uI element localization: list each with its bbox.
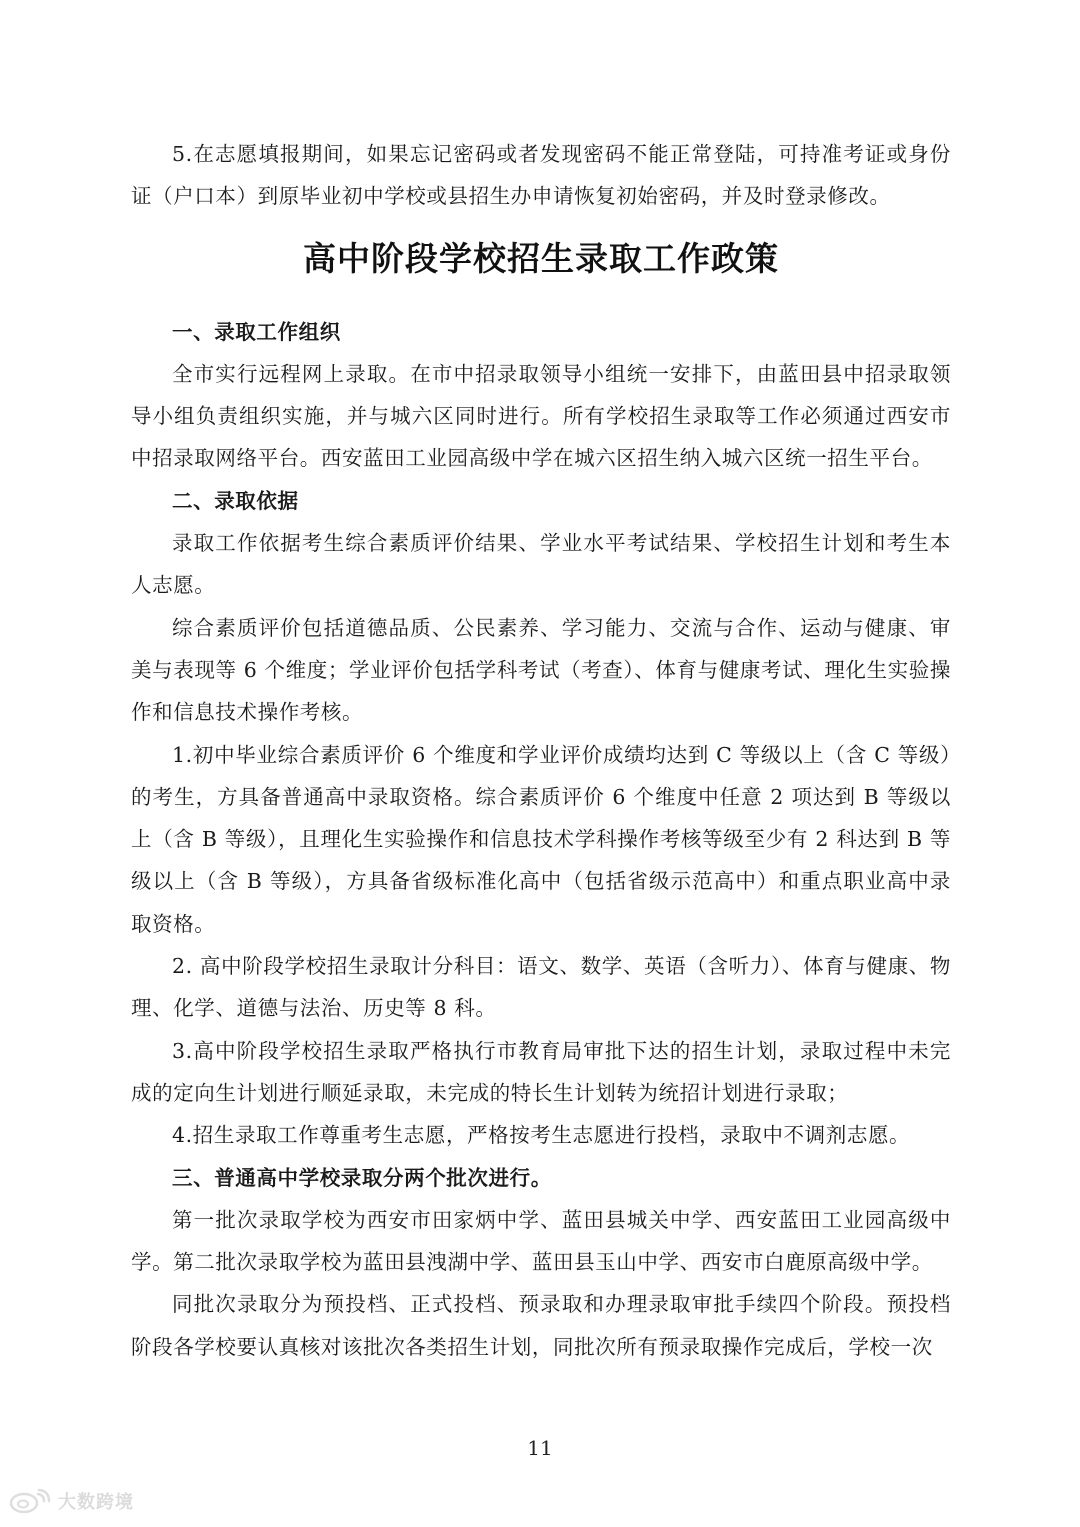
section-3-paragraph-1: 第一批次录取学校为西安市田家炳中学、蓝田县城关中学、西安蓝田工业园高级中学。第二批次录取学校为蓝田县洩湖中学、蓝田县玉山中学、西安市白鹿原高级中学。 <box>131 1207 951 1275</box>
watermark <box>8 1488 134 1514</box>
section-2-paragraph-6: 4.招生录取工作尊重考生志愿，严格按考生志愿进行投档，录取中不调剂志愿。 <box>172 1123 911 1148</box>
section-2-paragraph-5: 3.高中阶段学校招生录取严格执行市教育局审批下达的招生计划，录取过程中未完成的定向生计划进行顺延录取，未完成的特长生计划转为统招计划进行录取； <box>131 1038 951 1105</box>
section-heading-3: 三、普通高中学校录取分两个批次进行。 <box>172 1165 552 1190</box>
section-3-paragraph-2: 同批次录取分为预投档、正式投档、预录取和办理录取审批手续四个阶段。预投档阶段各学校要认真核对该批次各类招生计划，同批次所有预录取操作完成后，学校一次 <box>131 1292 951 1359</box>
section-2-paragraph-4: 2. 高中阶段学校招生录取计分科目：语文、数学、英语（含听力）、体育与健康、物理、化学、道德与法治、历史等 8 科。 <box>131 954 951 1021</box>
document-body <box>131 133 951 1368</box>
page-number: 11 <box>527 1436 553 1460</box>
watermark-text: 大数跨境 <box>58 1492 134 1513</box>
section-2-paragraph-1: 录取工作依据考生综合素质评价结果、学业水平考试结果、学校招生计划和考生本人志愿。 <box>131 531 951 598</box>
section-1-paragraph-1: 全市实行远程网上录取。在市中招录取领导小组统一安排下，由蓝田县中招录取领导小组负责组织实施，并与城六区同时进行。所有学校招生录取等工作必须通过西安市中招录取网络平台。西安蓝田工业园高级中学在城六区招生纳入城六区统一招生平台。 <box>131 361 951 471</box>
section-heading-2: 二、录取依据 <box>172 488 299 513</box>
page-title: 高中阶段学校招生录取工作政策 <box>303 238 779 278</box>
section-2-paragraph-2: 综合素质评价包括道德品质、公民素养、学习能力、交流与合作、运动与健康、审美与表现等 6 个维度；学业评价包括学科考试（考查）、体育与健康考试、理化生实验操作和信息技术操作考核。 <box>131 615 951 725</box>
section-2-paragraph-3: 1.初中毕业综合素质评价 6 个维度和学业评价成绩均达到 C 等级以上（含 C 等级）的考生，方具备普通高中录取资格。综合素质评价 6 个维度中任意 2 项达到 B 等级以上（含 B 等级），且理化生实验操作和信息技术学科操作考核等级至少有 2 科达到 B 等级以上（含 B 等级），方具备省级标准化高中（包括省级示范高中）和重点职业高中录取资格。 <box>131 742 951 936</box>
section-heading-1: 一、录取工作组织 <box>172 319 341 344</box>
intro-paragraph: 5.在志愿填报期间，如果忘记密码或者发现密码不能正常登陆，可持准考证或身份证（户口本）到原毕业初中学校或县招生办申请恢复初始密码，并及时登录修改。 <box>131 142 951 209</box>
weibo-logo-icon <box>8 1488 52 1514</box>
